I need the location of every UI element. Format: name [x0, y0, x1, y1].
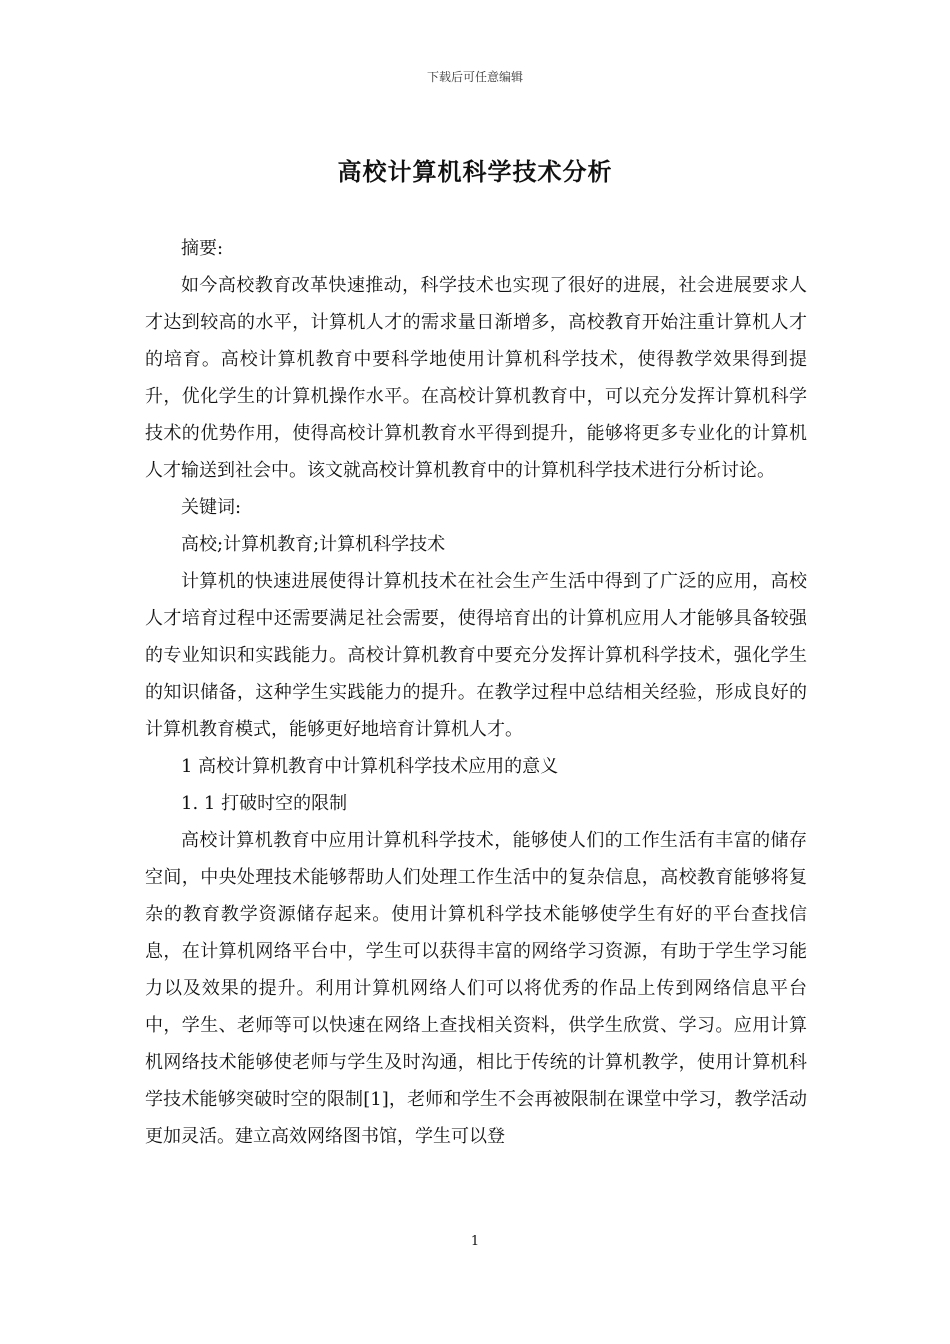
section-1-heading: 1 高校计算机教育中计算机科学技术应用的意义: [181, 756, 559, 777]
abstract-label: 摘要:: [181, 238, 224, 259]
document-body: [145, 230, 807, 1155]
section-1-1-paragraph: 高校计算机教育中应用计算机科学技术，能够使人们的工作生活有丰富的储存空间，中央处理技术能够帮助人们处理工作生活中的复杂信息，高校教育能够将复杂的教育教学资源储存起来。使用计算机科学技术能够使学生有好的平台查找信息，在计算机网络平台中，学生可以获得丰富的网络学习资源，有助于学生学习能力以及效果的提升。利用计算机网络人们可以将优秀的作品上传到网络信息平台中，学生、老师等可以快速在网络上查找相关资料，供学生欣赏、学习。应用计算机网络技术能够使老师与学生及时沟通，相比于传统的计算机教学，使用计算机科学技术能够突破时空的限制[1]，老师和学生不会再被限制在课堂中学习，教学活动更加灵活。建立高效网络图书馆，学生可以登: [145, 830, 807, 1147]
keywords-paragraph: 高校;计算机教育;计算机科学技术: [181, 534, 446, 555]
page-header-note: 下载后可任意编辑: [426, 70, 523, 84]
abstract-paragraph: 如今高校教育改革快速推动，科学技术也实现了很好的进展，社会进展要求人才达到较高的水平，计算机人才的需求量日渐增多，高校教育开始注重计算机人才的培育。高校计算机教育中要科学地使用计算机科学技术，使得教学效果得到提升，优化学生的计算机操作水平。在高校计算机教育中，可以充分发挥计算机科学技术的优势作用，使得高校计算机教育水平得到提升，能够将更多专业化的计算机人才输送到社会中。该文就高校计算机教育中的计算机科学技术进行分析讨论。: [145, 275, 807, 481]
keywords-label: 关键词:: [181, 497, 242, 518]
page-number: 1: [470, 1234, 480, 1249]
section-1-1-heading: 1. 1 打破时空的限制: [181, 793, 348, 814]
intro-paragraph: 计算机的快速进展使得计算机技术在社会生产生活中得到了广泛的应用，高校人才培育过程中还需要满足社会需要，使得培育出的计算机应用人才能够具备较强的专业知识和实践能力。高校计算机教育中要充分发挥计算机科学技术，强化学生的知识储备，这种学生实践能力的提升。在教学过程中总结相关经验，形成良好的计算机教育模式，能够更好地培育计算机人才。: [145, 571, 807, 740]
document-title: 高校计算机科学技术分析: [337, 157, 613, 186]
